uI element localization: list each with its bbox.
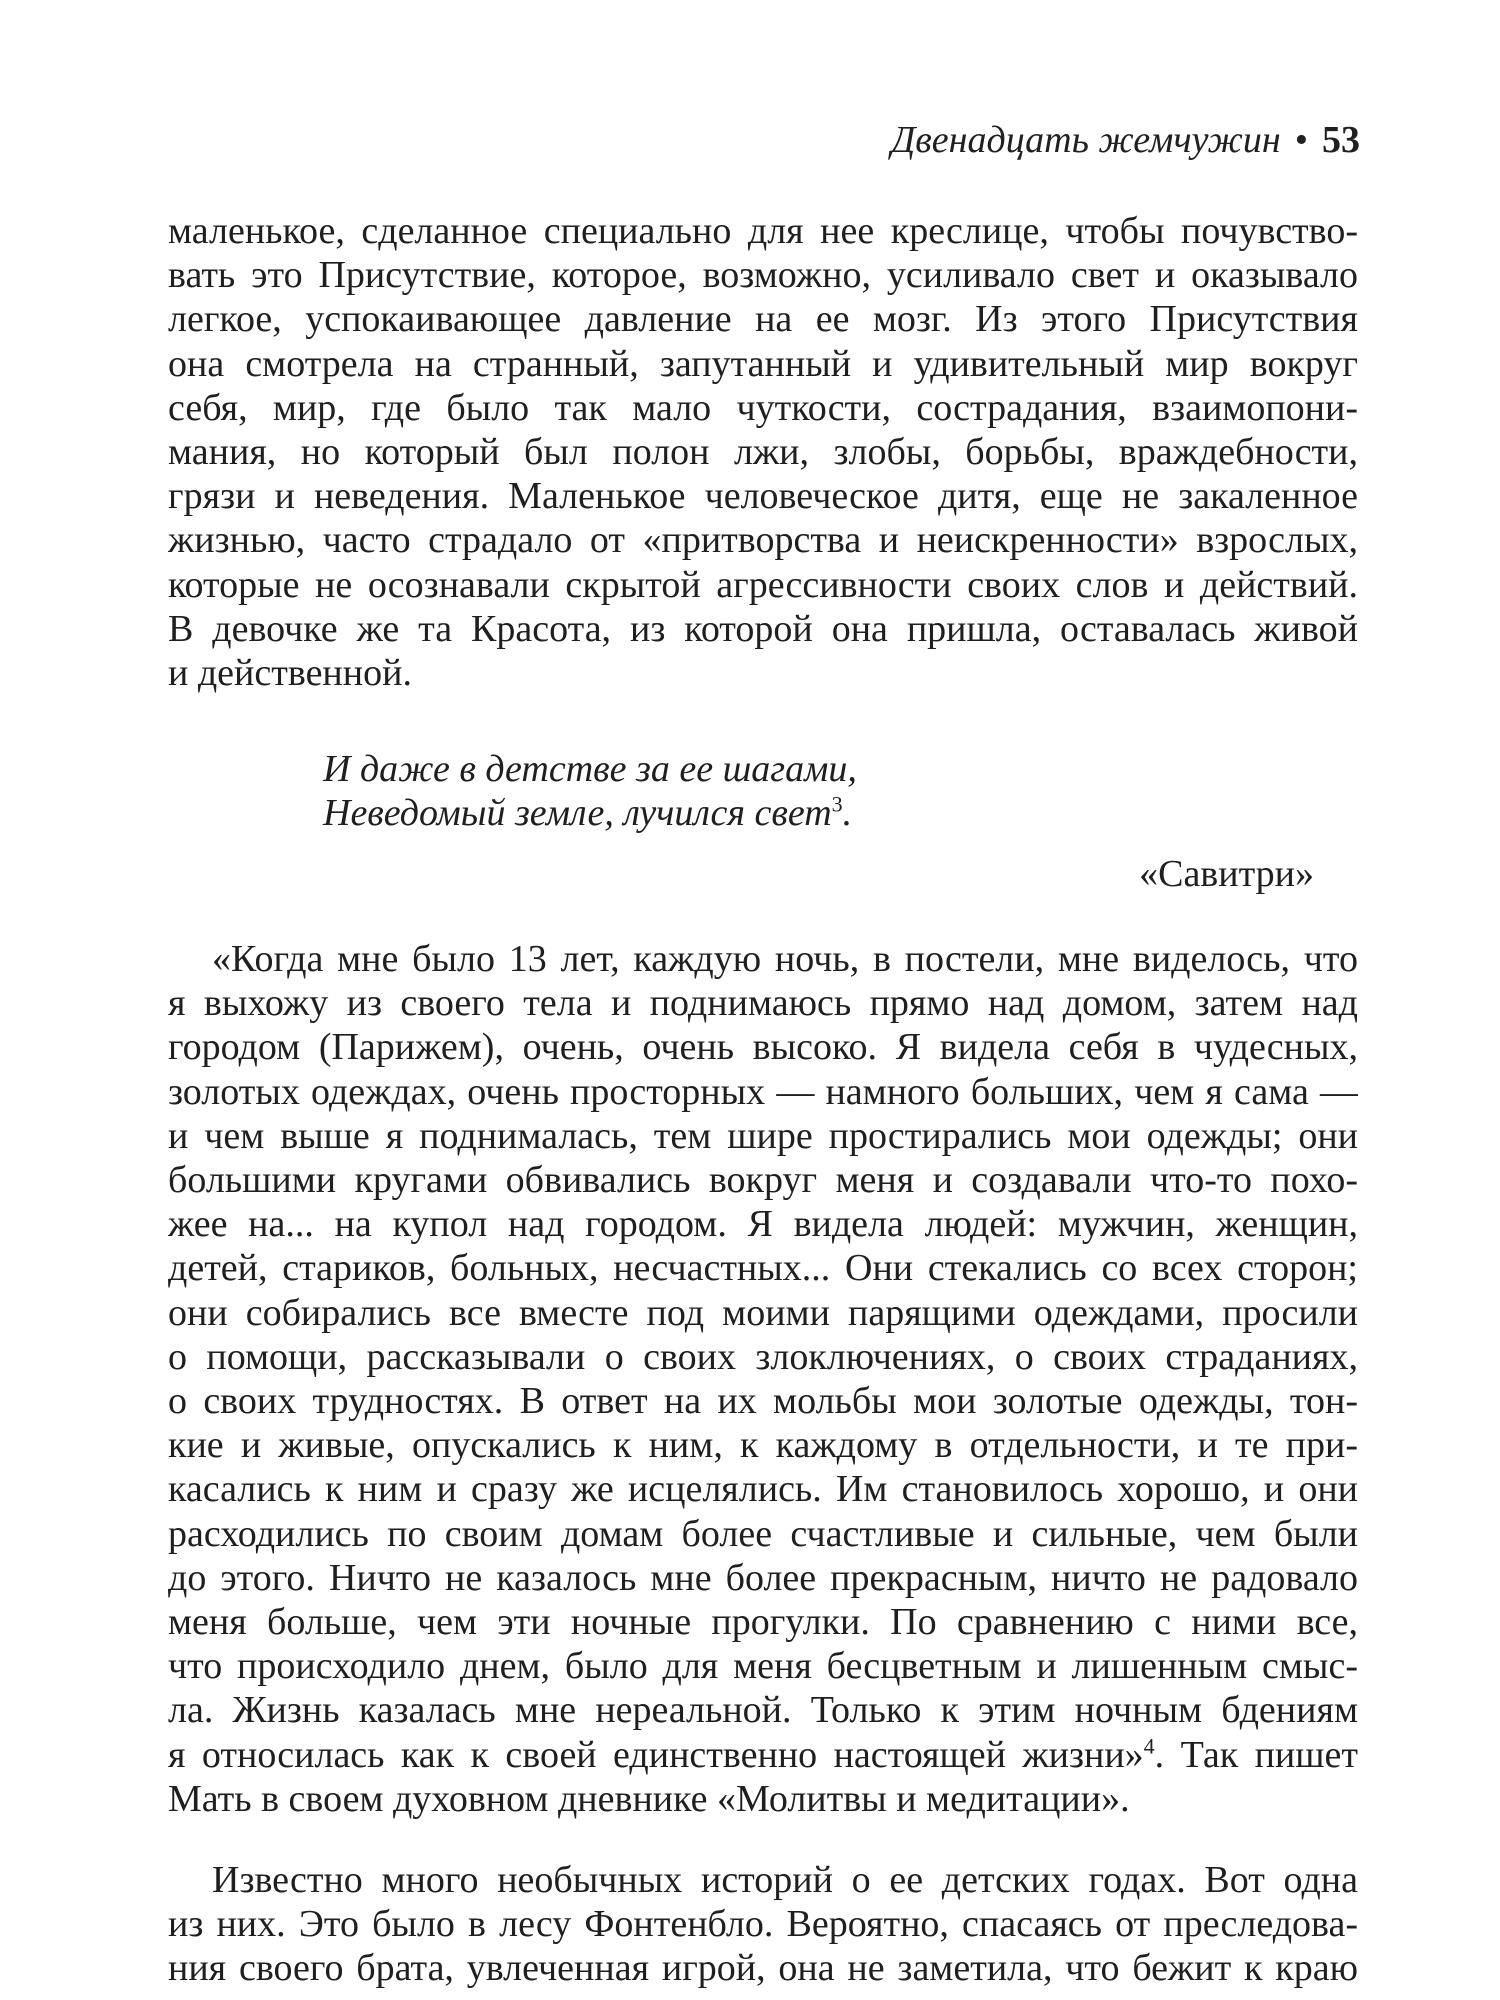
text-line: жее на... на купол над городом. Я видела людей: мужчин, женщин,	[168, 1203, 1358, 1246]
verse-line-1: И даже в детстве за ее шагами,	[323, 748, 857, 790]
text-line: до этого. Ничто не казалось мне более прекрасным, ничто не радовало	[168, 1556, 1358, 1599]
text-line: себя, мир, где было так мало чуткости, сострадания, взаимопони-	[168, 386, 1358, 429]
text-line: и действенной.	[168, 652, 412, 695]
text-line: я выхожу из своего тела и поднимаюсь прямо над домом, затем над	[168, 982, 1358, 1025]
text-segment: я относилась как к своей единственно настоящей жизни»	[168, 1733, 1144, 1776]
text-line: они собирались все вместе под моими парящими одеждами, просили	[168, 1291, 1358, 1334]
text-line: золотых одеждах, очень просторных — намного больших, чем я сама —	[168, 1070, 1358, 1113]
verse-attribution: «Савитри»	[1139, 853, 1314, 895]
chapter-title: Двенадцать жемчужин	[891, 119, 1281, 161]
text-line: меня больше, чем эти ночные прогулки. По сравнению с ними все,	[168, 1601, 1358, 1644]
text-line: маленькое, сделанное специально для нее креслице, чтобы почувство-	[168, 210, 1358, 252]
running-head	[891, 116, 1360, 164]
text-line: она смотрела на странный, запутанный и удивительный мир вокруг	[168, 342, 1358, 385]
text-line: мания, но который был полон лжи, злобы, борьбы, враждебности,	[168, 431, 1358, 474]
text-line: детей, стариков, больных, несчастных... Они стекались со всех сторон;	[168, 1247, 1358, 1290]
verse-line-2	[323, 791, 857, 835]
text-line: большими кругами обвивались вокруг меня и создавали что-то похо-	[168, 1159, 1358, 1202]
text-line: жизнью, часто страдало от «притворства и неискренности» взрослых,	[168, 519, 1358, 562]
text-line: Мать в своем духовном дневнике «Молитвы и медитации».	[168, 1777, 1130, 1820]
text-line: что происходило днем, было для меня бесцветным и лишенным смыс-	[168, 1645, 1358, 1688]
text-line: городом (Парижем), очень, очень высоко. Я видела себя в чудесных,	[168, 1026, 1358, 1069]
paragraph-quote	[168, 937, 1358, 1821]
verse-line-2-end: .	[842, 792, 853, 834]
text-line: которые не осознавали скрытой агрессивности своих слов и действий.	[168, 563, 1358, 606]
text-line: из них. Это было в лесу Фонтенбло. Вероятно, спасаясь от преследова-	[168, 1903, 1358, 1946]
text-segment: . Так пишет	[1154, 1733, 1358, 1776]
text-line: и чем выше я поднималась, тем шире простирались мои одежды; они	[168, 1114, 1358, 1157]
paragraph-continued	[168, 209, 1358, 695]
text-line: В девочке же та Красота, из которой она пришла, оставалась живой	[168, 607, 1358, 650]
text-line: кие и живые, опускались к ним, к каждому в отдельности, и те при-	[168, 1424, 1358, 1467]
footnote-ref-3: 3	[831, 791, 843, 817]
text-line: вать это Присутствие, которое, возможно, усиливало свет и оказывало	[168, 254, 1358, 297]
text-line: ния своего брата, увлеченная игрой, она не заметила, что бежит к краю	[168, 1947, 1358, 1990]
text-line: расходились по своим домам более счастливые и сильные, чем были	[168, 1512, 1358, 1555]
text-line: ла. Жизнь казалась мне нереальной. Только к этим ночным бдениям	[168, 1689, 1358, 1732]
paragraph-next	[168, 1858, 1358, 1991]
text-line: касались к ним и сразу же исцелялись. Им становилось хорошо, и они	[168, 1468, 1358, 1511]
footnote-ref-4: 4	[1143, 1733, 1155, 1758]
header-separator: •	[1294, 119, 1308, 161]
text-line: о своих трудностях. В ответ на их мольбы мои золотые одежды, тон-	[168, 1380, 1358, 1423]
text-line: легкое, успокаивающее давление на ее мозг. Из этого Присутствия	[168, 298, 1358, 341]
verse-line-2-text: Неведомый земле, лучился свет	[323, 792, 832, 834]
text-line: грязи и неведения. Маленькое человеческое дитя, еще не закаленное	[168, 475, 1358, 518]
verse-quote	[323, 747, 857, 835]
text-line: Известно много необычных историй о ее детских годах. Вот одна	[212, 1859, 1358, 1901]
page-number: 53	[1322, 119, 1360, 161]
text-line: «Когда мне было 13 лет, каждую ночь, в постели, мне виделось, что	[212, 938, 1358, 980]
text-line-footnote	[168, 1733, 1358, 1777]
text-line: о помощи, рассказывали о своих злоключениях, о своих страданиях,	[168, 1335, 1358, 1378]
